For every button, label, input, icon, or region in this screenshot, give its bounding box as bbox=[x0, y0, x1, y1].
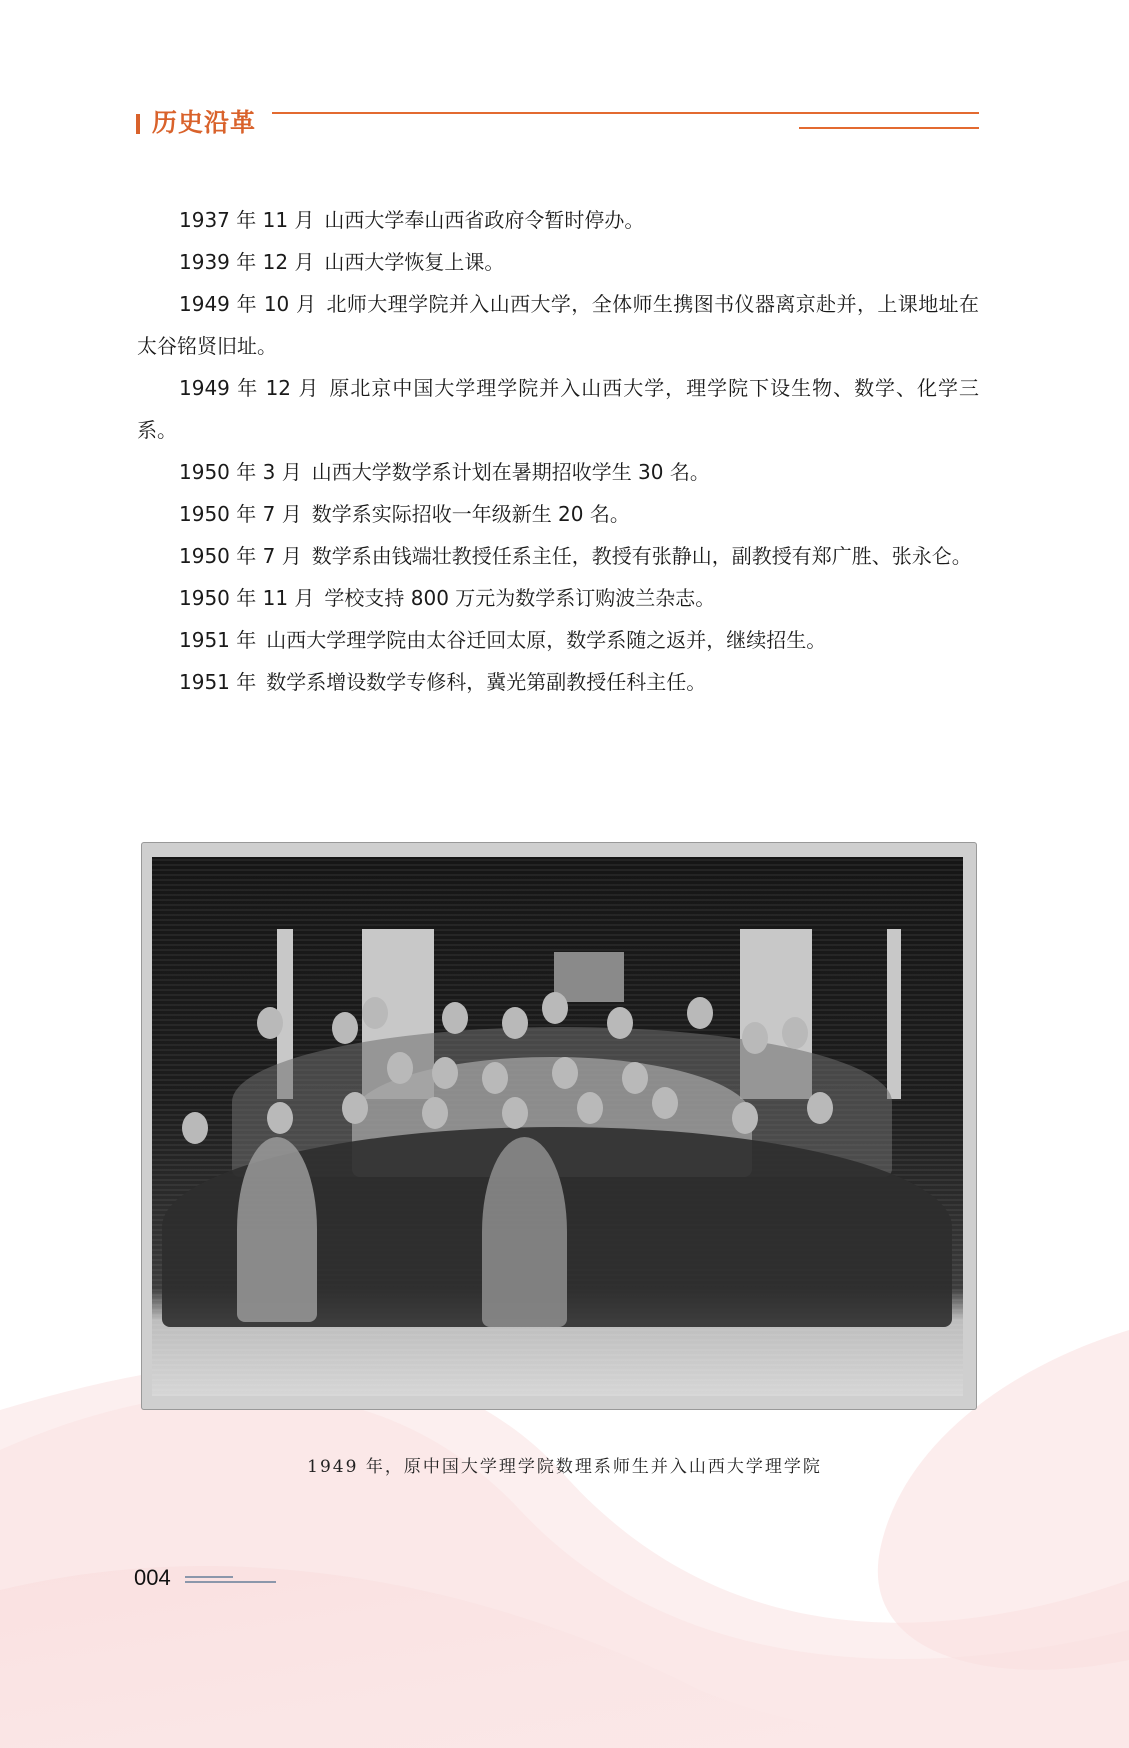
entry-date: 1950 年 7 月 bbox=[179, 544, 302, 568]
photo-face bbox=[742, 1022, 768, 1054]
timeline-entry bbox=[137, 535, 979, 577]
photo-face bbox=[577, 1092, 603, 1124]
timeline-text bbox=[137, 199, 979, 703]
entry-date: 1951 年 bbox=[179, 670, 257, 694]
timeline-entry bbox=[137, 619, 979, 661]
entry-date: 1950 年 11 月 bbox=[179, 586, 315, 610]
photo-figure-seated-woman bbox=[237, 1137, 317, 1322]
photo-face bbox=[267, 1102, 293, 1134]
photo-face bbox=[182, 1112, 208, 1144]
photo-figure-seated-elder bbox=[482, 1137, 567, 1327]
page-number: 004 bbox=[134, 1565, 171, 1590]
photo-face bbox=[342, 1092, 368, 1124]
section-title: 历史沿革 bbox=[152, 108, 257, 137]
timeline-entry bbox=[137, 577, 979, 619]
photo-face bbox=[362, 997, 388, 1029]
entry-text: 原北京中国大学理学院并入山西大学，理学院下设生物、数学、化学三系。 bbox=[137, 376, 980, 442]
photo-window bbox=[887, 929, 901, 1099]
photo-face bbox=[607, 1007, 633, 1039]
photo-face bbox=[552, 1057, 578, 1089]
entry-date: 1950 年 7 月 bbox=[179, 502, 302, 526]
photo-face bbox=[482, 1062, 508, 1094]
entry-text: 山西大学奉山西省政府令暂时停办。 bbox=[324, 208, 645, 232]
timeline-entry bbox=[137, 199, 979, 241]
header-accent-bar bbox=[136, 114, 140, 134]
entry-text: 北师大理学院并入山西大学，全体师生携图书仪器离京赴并，上课地址在太谷铭贤旧址。 bbox=[137, 292, 980, 358]
timeline-entry bbox=[137, 241, 979, 283]
timeline-entry bbox=[137, 451, 979, 493]
entry-date: 1937 年 11 月 bbox=[179, 208, 315, 232]
historical-group-photo bbox=[141, 842, 977, 1410]
timeline-entry bbox=[137, 367, 979, 451]
photo-face bbox=[432, 1057, 458, 1089]
entry-text: 数学系增设数学专修科，冀光第副教授任科主任。 bbox=[266, 670, 707, 694]
entry-date: 1949 年 12 月 bbox=[179, 376, 320, 400]
photo-face bbox=[652, 1087, 678, 1119]
photo-face bbox=[442, 1002, 468, 1034]
photo-face bbox=[782, 1017, 808, 1049]
photo-image-area bbox=[152, 857, 963, 1396]
entry-text: 山西大学数学系计划在暑期招收学生 30 名。 bbox=[311, 460, 710, 484]
photo-face bbox=[807, 1092, 833, 1124]
entry-text: 山西大学恢复上课。 bbox=[324, 250, 505, 274]
timeline-entry bbox=[137, 283, 979, 367]
photo-face bbox=[622, 1062, 648, 1094]
section-header bbox=[0, 0, 1129, 150]
photo-face bbox=[422, 1097, 448, 1129]
photo-face bbox=[502, 1007, 528, 1039]
header-divider-line-short bbox=[799, 127, 979, 129]
header-divider-line bbox=[272, 112, 979, 114]
page-number-rule bbox=[185, 1576, 233, 1578]
timeline-entry bbox=[137, 661, 979, 703]
photo-face bbox=[257, 1007, 283, 1039]
entry-text: 数学系由钱端壮教授任系主任，教授有张静山，副教授有郑广胜、张永仑。 bbox=[311, 544, 972, 568]
entry-date: 1949 年 10 月 bbox=[179, 292, 317, 316]
page-number-rule bbox=[185, 1581, 276, 1583]
photo-face bbox=[332, 1012, 358, 1044]
photo-face bbox=[542, 992, 568, 1024]
entry-date: 1951 年 bbox=[179, 628, 257, 652]
photo-face bbox=[732, 1102, 758, 1134]
photo-face bbox=[687, 997, 713, 1029]
photo-face bbox=[387, 1052, 413, 1084]
timeline-entry bbox=[137, 493, 979, 535]
entry-text: 数学系实际招收一年级新生 20 名。 bbox=[311, 502, 630, 526]
entry-text: 山西大学理学院由太谷迁回太原，数学系随之返并，继续招生。 bbox=[266, 628, 827, 652]
photo-caption: 1949 年，原中国大学理学院数理系师生并入山西大学理学院 bbox=[307, 1457, 822, 1477]
entry-date: 1939 年 12 月 bbox=[179, 250, 315, 274]
entry-date: 1950 年 3 月 bbox=[179, 460, 302, 484]
photo-face bbox=[502, 1097, 528, 1129]
entry-text: 学校支持 800 万元为数学系订购波兰杂志。 bbox=[324, 586, 716, 610]
photo-window bbox=[554, 952, 624, 1002]
